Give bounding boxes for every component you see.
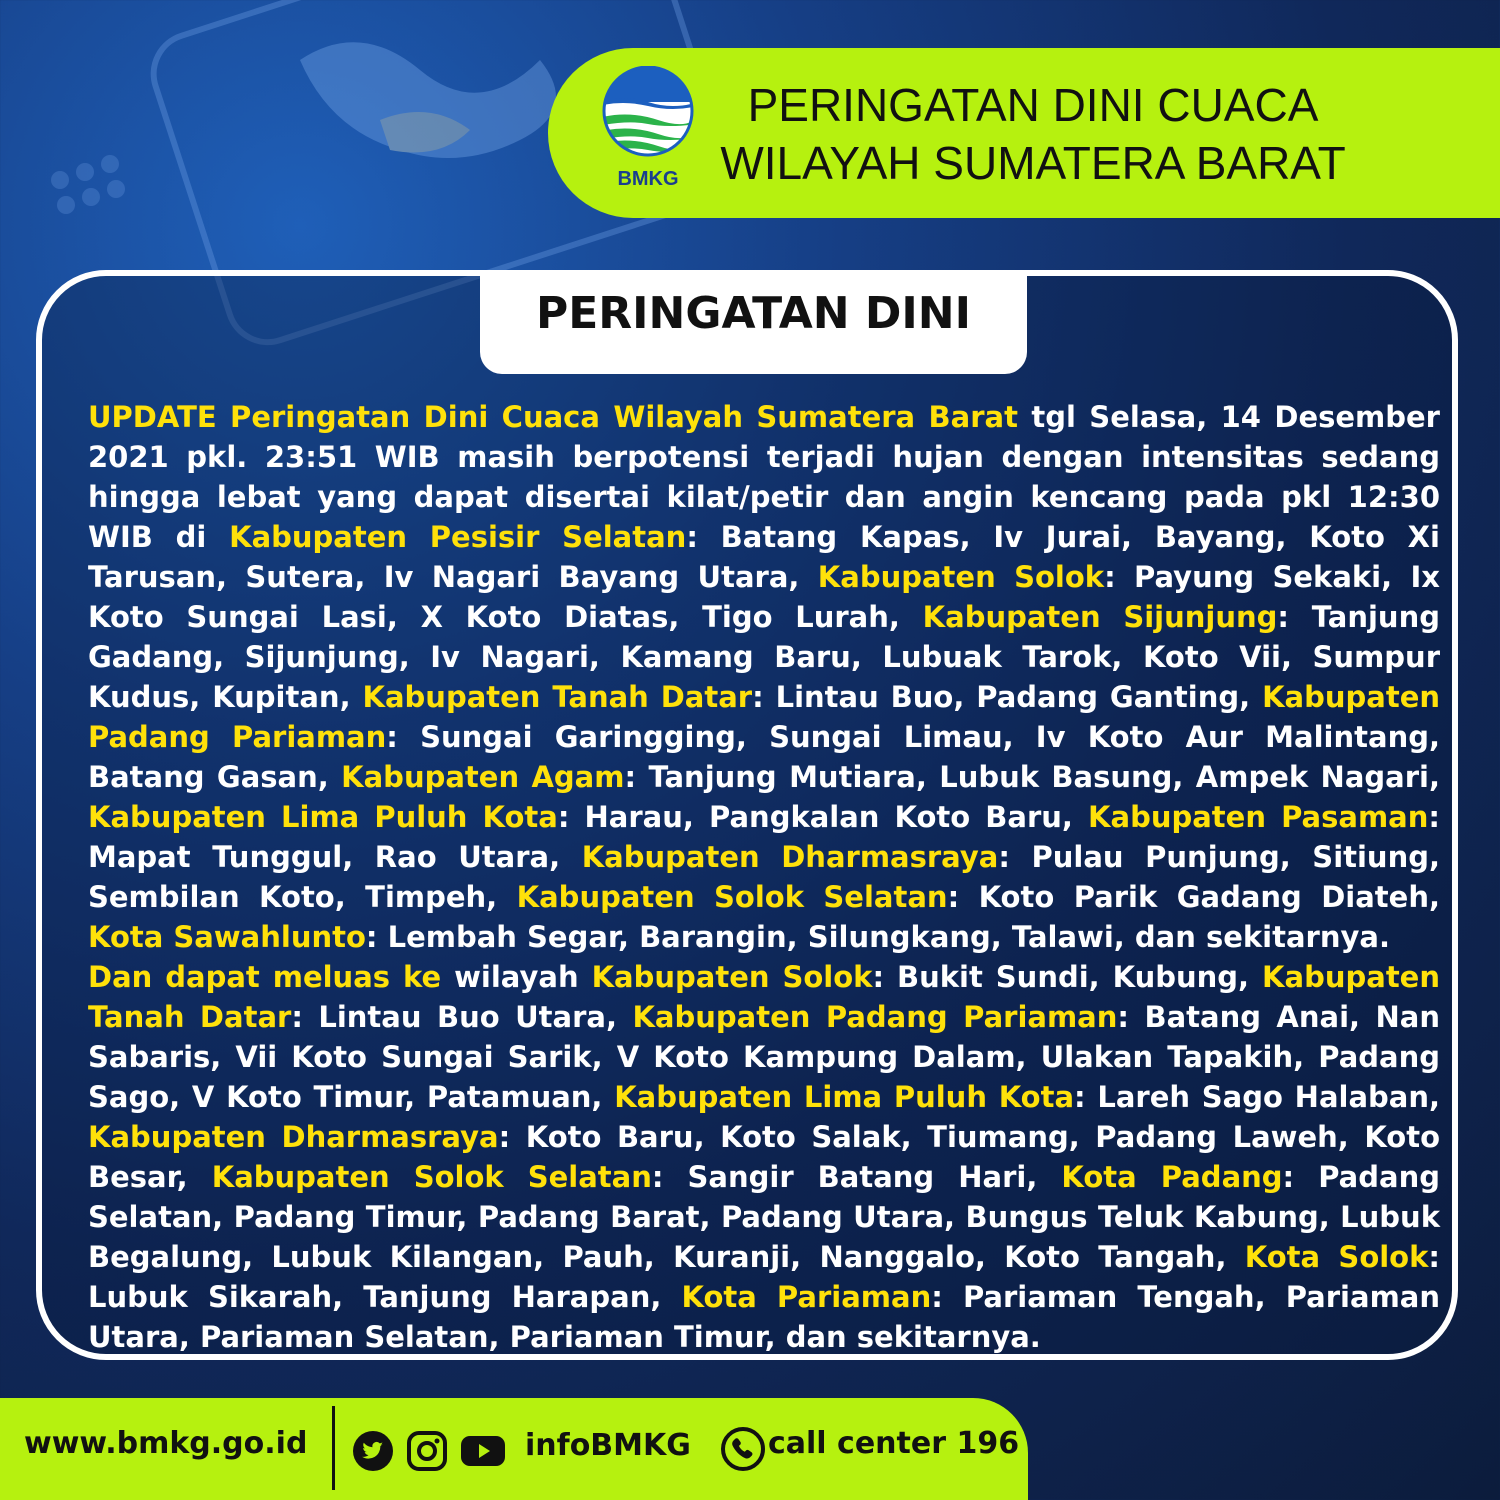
warning-paragraph-extension bbox=[88, 957, 1440, 1357]
warning-text-segment: : Padang Selatan, Padang Timur, Padang Barat, Padang Utara, Bungus Teluk Kabung, Lubuk Begalung, Lubuk Kilangan, Pauh, Kuranji, Nanggalo, Koto Tangah, bbox=[88, 1160, 1440, 1274]
warning-text-segment: : Batang Kapas, Iv Jurai, Bayang, Koto Xi Tarusan, Sutera, Iv Nagari Bayang Utara, bbox=[88, 520, 1440, 594]
header-banner bbox=[548, 48, 1500, 218]
bmkg-emblem-icon bbox=[598, 66, 698, 166]
warning-text-segment: : Tanjung Gadang, Sijunjung, Iv Nagari, Kamang Baru, Lubuak Tarok, Koto Vii, Sumpur Kudus, Kupitan, bbox=[88, 600, 1440, 714]
region-highlight: Kabupaten Dharmasraya bbox=[88, 1120, 499, 1154]
warning-text-segment: : Pulau Punjung, Sitiung, Sembilan Koto, Timpeh, bbox=[88, 840, 1440, 914]
social-handle[interactable]: infoBMKG bbox=[525, 1428, 691, 1463]
warning-text-segment: : Mapat Tunggul, Rao Utara, bbox=[88, 800, 1440, 874]
logo-label: BMKG bbox=[617, 168, 679, 190]
region-highlight: Kota Solok bbox=[1244, 1240, 1429, 1274]
warning-text-segment: : Bukit Sundi, Kubung, bbox=[872, 960, 1263, 994]
region-highlight: Kota Pariaman bbox=[681, 1280, 932, 1314]
region-highlight: Kabupaten Pesisir Selatan bbox=[229, 520, 687, 554]
warning-text-segment: : Koto Baru, Koto Salak, Tiumang, Padang Laweh, Koto Besar, bbox=[88, 1120, 1441, 1194]
header-title bbox=[708, 76, 1358, 192]
footer-divider bbox=[332, 1406, 335, 1490]
warning-text-segment: : Sungai Garingging, Sungai Limau, Iv Koto Aur Malintang, Batang Gasan, bbox=[88, 720, 1440, 794]
footer-bar bbox=[0, 1398, 1028, 1500]
region-highlight: Kabupaten Pasaman bbox=[1088, 800, 1429, 834]
instagram-icon[interactable] bbox=[406, 1430, 448, 1472]
region-highlight: Kota Padang bbox=[1061, 1160, 1283, 1194]
warning-text-segment: wilayah bbox=[441, 960, 592, 994]
region-highlight: Kabupaten Lima Puluh Kota bbox=[88, 800, 558, 834]
region-highlight: Kabupaten Padang Pariaman bbox=[632, 1000, 1118, 1034]
region-highlight: Kabupaten Solok bbox=[591, 960, 873, 994]
warning-text-segment: tgl Selasa, 14 Desember 2021 pkl. 23:51 WIB masih berpotensi terjadi hujan dengan intensitas sedang hingga lebat yang dapat disertai kilat/petir dan angin kencang pada pkl 12:30 WIB di bbox=[88, 400, 1440, 554]
warning-text-segment: : Harau, Pangkalan Koto Baru, bbox=[557, 800, 1089, 834]
region-highlight: Kabupaten Solok Selatan bbox=[211, 1160, 652, 1194]
header-title-line1: PERINGATAN DINI CUACA bbox=[747, 79, 1319, 131]
warning-text-segment: : Tanjung Mutiara, Lubuk Basung, Ampek Nagari, bbox=[624, 760, 1440, 794]
region-highlight: Kabupaten Dharmasraya bbox=[581, 840, 999, 874]
region-highlight: Kabupaten Padang Pariaman bbox=[88, 680, 1441, 754]
card-title: PERINGATAN DINI bbox=[535, 288, 971, 339]
call-center-number[interactable]: call center 196 bbox=[768, 1426, 1020, 1461]
warning-text-segment: : Lintau Buo Utara, bbox=[291, 1000, 633, 1034]
region-highlight: Kabupaten Lima Puluh Kota bbox=[614, 1080, 1075, 1114]
region-highlight: Kabupaten Agam bbox=[341, 760, 625, 794]
warning-text-segment: : Pariaman Tengah, Pariaman Utara, Pariaman Selatan, Pariaman Timur, dan sekitarnya. bbox=[88, 1280, 1440, 1354]
youtube-icon[interactable] bbox=[460, 1430, 506, 1472]
twitter-icon[interactable] bbox=[352, 1430, 394, 1472]
region-highlight: Kota Sawahlunto bbox=[88, 920, 366, 954]
warning-paragraph-update bbox=[88, 397, 1440, 957]
warning-text-segment: : Payung Sekaki, Ix Koto Sungai Lasi, X Koto Diatas, Tigo Lurah, bbox=[88, 560, 1440, 634]
warning-text-segment: : Lembah Segar, Barangin, Silungkang, Talawi, dan sekitarnya. bbox=[365, 920, 1390, 954]
region-highlight: Dan dapat meluas ke bbox=[88, 960, 442, 994]
region-highlight: Kabupaten Solok Selatan bbox=[516, 880, 948, 914]
warning-text-segment: : Lareh Sago Halaban, bbox=[1074, 1080, 1441, 1114]
region-highlight: Kabupaten Solok bbox=[817, 560, 1105, 594]
region-highlight: UPDATE Peringatan Dini Cuaca Wilayah Sumatera Barat bbox=[88, 400, 1018, 434]
bmkg-logo bbox=[598, 66, 698, 196]
region-highlight: Kabupaten Tanah Datar bbox=[88, 960, 1440, 1034]
phone-icon bbox=[720, 1426, 766, 1472]
warning-text-segment: : Koto Parik Gadang Diateh, bbox=[947, 880, 1441, 914]
warning-text-segment: : Batang Anai, Nan Sabaris, Vii Koto Sungai Sarik, V Koto Kampung Dalam, Ulakan Tapakih, Padang Sago, V Koto Timur, Patamuan, bbox=[88, 1000, 1440, 1114]
region-highlight: Kabupaten Sijunjung bbox=[922, 600, 1278, 634]
warning-text-segment: : Sangir Batang Hari, bbox=[651, 1160, 1062, 1194]
card-title-tab bbox=[480, 270, 1027, 374]
warning-text-segment: : Lintau Buo, Padang Ganting, bbox=[752, 680, 1263, 714]
warning-text-segment: : Lubuk Sikarah, Tanjung Harapan, bbox=[88, 1240, 1441, 1314]
region-highlight: Kabupaten Tanah Datar bbox=[362, 680, 753, 714]
header-title-line2: WILAYAH SUMATERA BARAT bbox=[720, 137, 1346, 189]
website-link[interactable]: www.bmkg.go.id bbox=[24, 1426, 308, 1461]
